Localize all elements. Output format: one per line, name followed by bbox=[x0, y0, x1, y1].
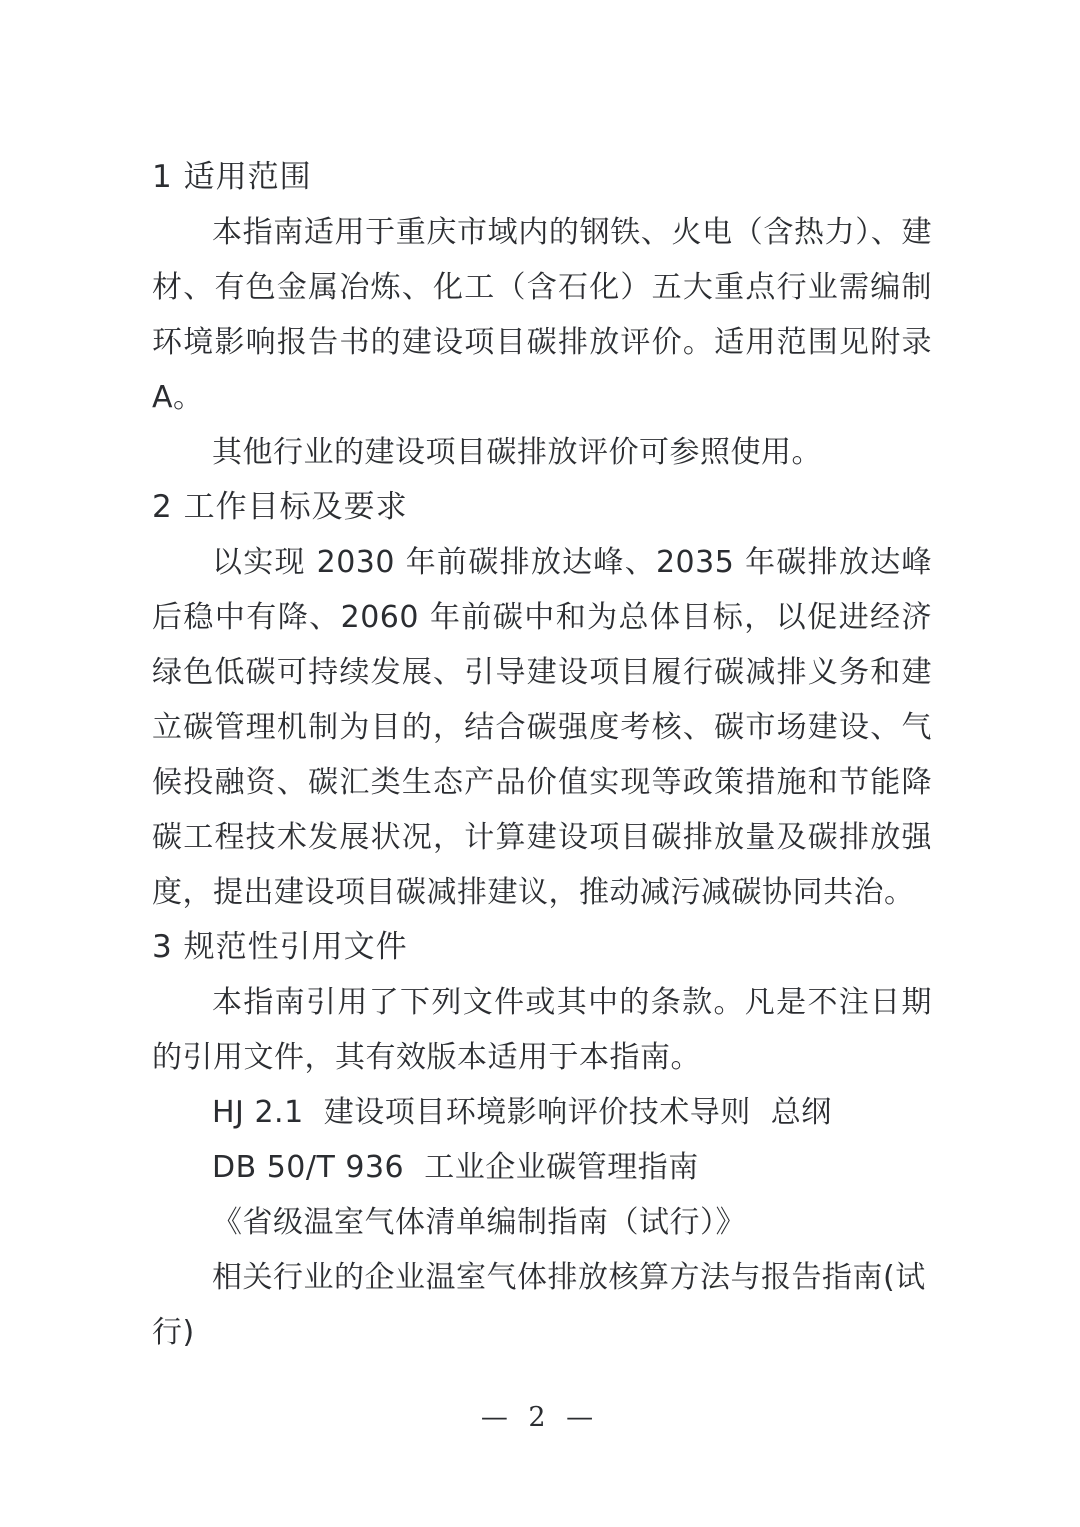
section-2-heading: 2 工作目标及要求 bbox=[152, 489, 408, 525]
section-2-paragraph-1: 以实现 2030 年前碳排放达峰、2035 年碳排放达峰后稳中有降、2060 年前碳中和为总体目标，以促进经济绿色低碳可持续发展、引导建设项目履行碳减排义务和建立碳管理机制为目的，结合碳强度考核、碳市场建设、气候投融资、碳汇类生态产品价值实现等政策措施和节能降碳工程技术发展状况，计算建设项目碳排放量及碳排放强度，提出建设项目碳减排建议，推动减污减碳协同共治。 bbox=[152, 545, 932, 910]
section-1-paragraph-2: 其他行业的建设项目碳排放评价可参照使用。 bbox=[212, 435, 822, 470]
document-body bbox=[152, 150, 932, 1360]
reference-item-db-50-t-936: DB 50/T 936 工业企业碳管理指南 bbox=[212, 1150, 699, 1185]
section-3-paragraph-1: 本指南引用了下列文件或其中的条款。凡是不注日期的引用文件，其有效版本适用于本指南。 bbox=[152, 985, 932, 1075]
section-1-paragraph-1: 本指南适用于重庆市域内的钢铁、火电（含热力）、建材、有色金属冶炼、化工（含石化）五大重点行业需编制环境影响报告书的建设项目碳排放评价。适用范围见附录 A。 bbox=[152, 215, 932, 415]
page-number: — 2 — bbox=[480, 1402, 600, 1433]
reference-item-hj-2-1: HJ 2.1 建设项目环境影响评价技术导则 总纲 bbox=[212, 1095, 832, 1130]
section-1-heading: 1 适用范围 bbox=[152, 159, 312, 195]
section-3-heading: 3 规范性引用文件 bbox=[152, 929, 408, 965]
reference-item-provincial-ghg-inventory-guide: 《省级温室气体清单编制指南（试行）》 bbox=[212, 1205, 746, 1240]
reference-item-industry-ghg-accounting-guide: 相关行业的企业温室气体排放核算方法与报告指南(试行) bbox=[152, 1260, 926, 1350]
